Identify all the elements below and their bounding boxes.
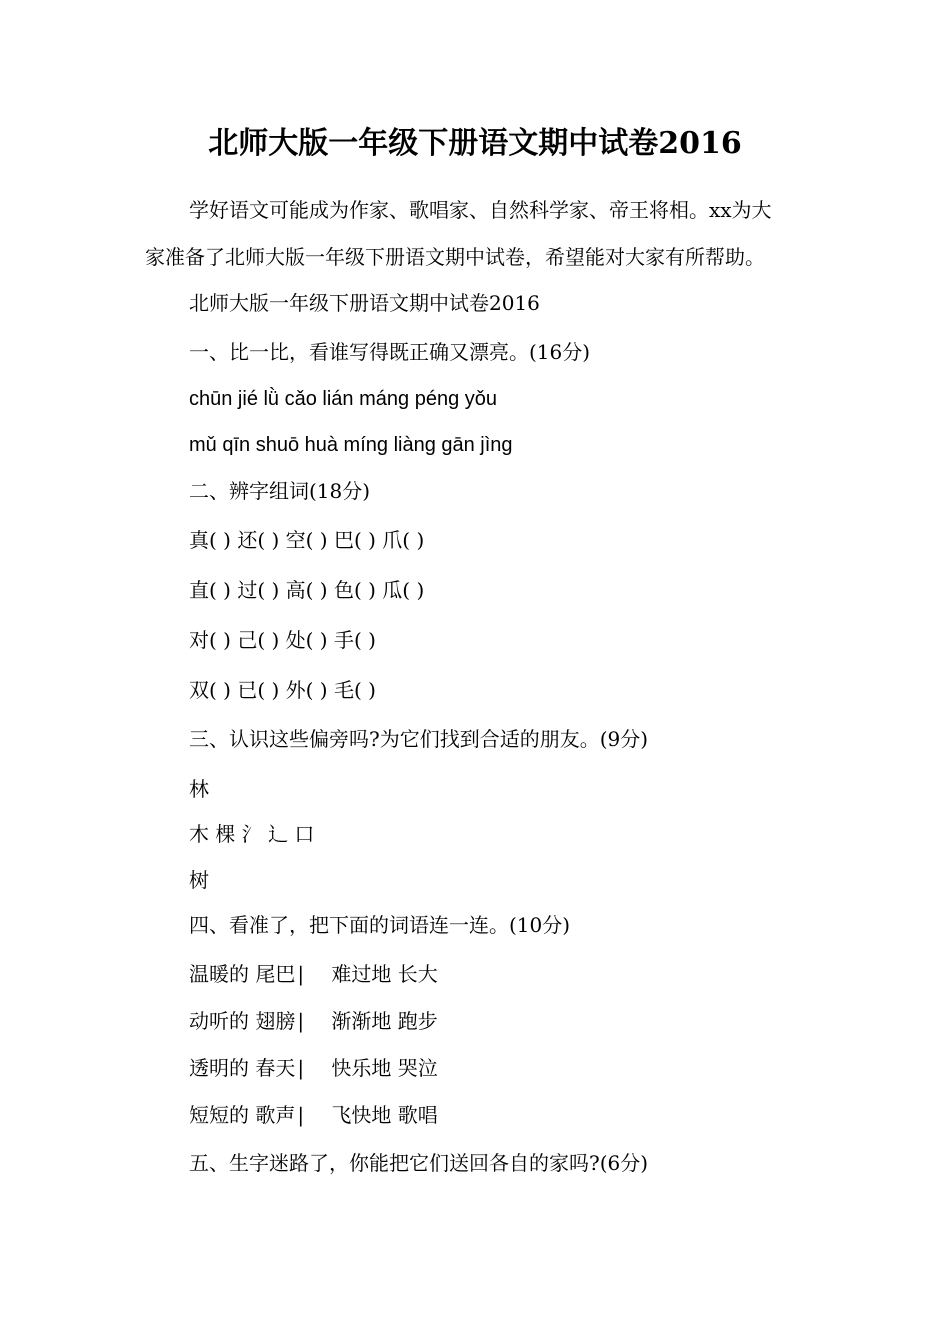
match-right-words: 难过地 长大 (331, 962, 438, 986)
match-right-words: 飞快地 歌唱 (331, 1103, 438, 1127)
word-group-row-1: 真( ) 还( ) 空( ) 巴( ) 爪( ) (189, 528, 425, 552)
match-right-words: 渐渐地 跑步 (331, 1009, 438, 1033)
match-left-words: 短短的 歌声 (189, 1103, 296, 1127)
match-separator: | (297, 962, 305, 986)
section-4-heading: 四、看准了，把下面的词语连一连。(10分) (189, 913, 571, 937)
word-group-row-3: 对( ) 己( ) 处( ) 手( ) (189, 628, 376, 652)
match-separator: | (297, 1103, 305, 1127)
word-group-row-2: 直( ) 过( ) 高( ) 色( ) 瓜( ) (189, 578, 425, 602)
match-left-words: 温暖的 尾巴 (189, 962, 296, 986)
intro-paragraph-line-1: 学好语文可能成为作家、歌唱家、自然科学家、帝王将相。xx为大 (189, 198, 772, 222)
match-separator: | (297, 1056, 305, 1080)
word-group-row-4: 双( ) 已( ) 外( ) 毛( ) (189, 678, 376, 702)
document-title: 北师大版一年级下册语文期中试卷2016 (208, 126, 742, 161)
match-right-words: 快乐地 哭泣 (331, 1056, 438, 1080)
exam-subtitle: 北师大版一年级下册语文期中试卷2016 (189, 291, 540, 315)
radical-row-1: 林 (189, 777, 209, 801)
match-pair-row (189, 961, 438, 987)
match-left-words: 透明的 春天 (189, 1056, 296, 1080)
match-left-words: 动听的 翅膀 (189, 1009, 296, 1033)
section-1-heading: 一、比一比，看谁写得既正确又漂亮。(16分) (189, 340, 591, 364)
match-separator: | (297, 1009, 305, 1033)
section-3-heading: 三、认识这些偏旁吗?为它们找到合适的朋友。(9分) (189, 727, 649, 751)
radical-row-2: 木 棵 氵 辶 口 (189, 822, 315, 846)
pinyin-line-1: chūn jié lǜ cǎo lián máng péng yǒu (189, 388, 497, 410)
match-pair-row (189, 1008, 438, 1034)
section-5-heading: 五、生字迷路了，你能把它们送回各自的家吗?(6分) (189, 1151, 649, 1175)
radical-row-3: 树 (189, 868, 209, 892)
intro-paragraph-line-2: 家准备了北师大版一年级下册语文期中试卷，希望能对大家有所帮助。 (145, 245, 765, 269)
section-2-heading: 二、辨字组词(18分) (189, 479, 371, 503)
match-pair-row (189, 1102, 438, 1128)
pinyin-line-2: mǔ qīn shuō huà míng liàng gān jìng (189, 434, 513, 456)
match-pair-row (189, 1055, 438, 1081)
